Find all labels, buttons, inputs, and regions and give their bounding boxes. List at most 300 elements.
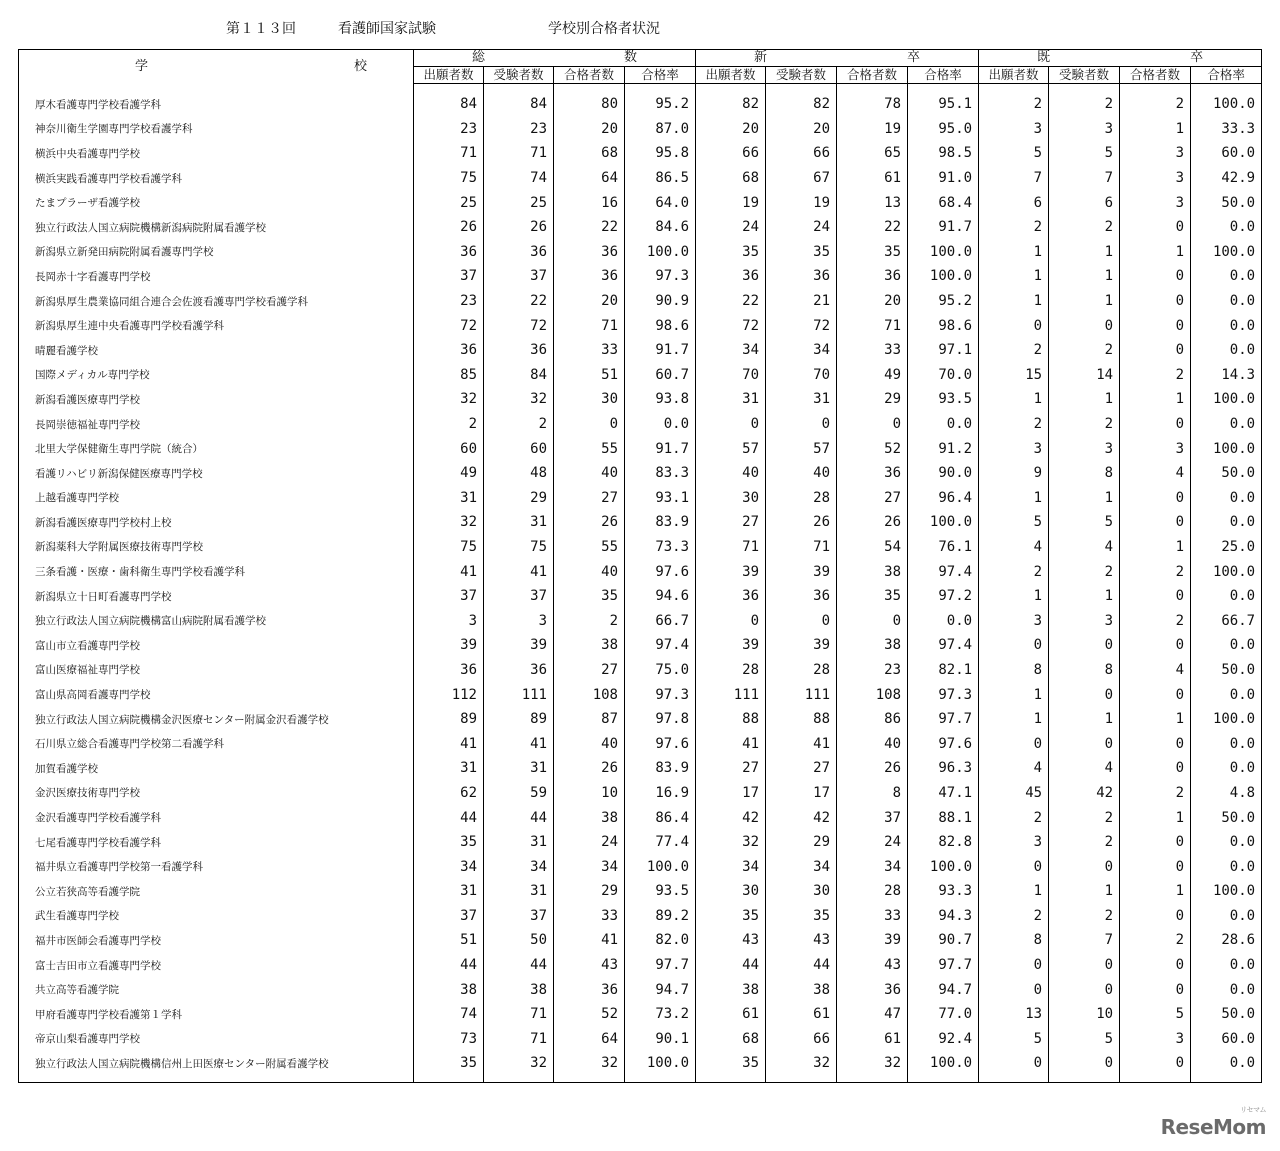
value-cell: 27 (554, 658, 625, 683)
value-cell: 34 (766, 338, 837, 363)
value-cell: 44 (414, 805, 484, 830)
table-row (19, 117, 1262, 142)
value-cell: 0 (1120, 584, 1191, 609)
value-cell: 0 (1120, 510, 1191, 535)
value-cell: 61 (837, 166, 908, 191)
value-cell: 82 (696, 84, 766, 117)
value-cell: 52 (554, 1002, 625, 1027)
value-cell: 0.0 (1191, 510, 1262, 535)
value-cell: 75 (414, 535, 484, 560)
table-row (19, 510, 1262, 535)
value-cell: 36 (837, 977, 908, 1002)
value-cell: 3 (1049, 436, 1120, 461)
value-cell: 8 (979, 928, 1049, 953)
value-cell: 100.0 (908, 854, 979, 879)
value-cell: 4.8 (1191, 781, 1262, 806)
value-cell: 0 (979, 977, 1049, 1002)
value-cell: 111 (766, 682, 837, 707)
value-cell: 44 (414, 953, 484, 978)
value-cell: 28 (837, 879, 908, 904)
value-cell: 26 (414, 215, 484, 240)
school-name-cell: たまプラーザ看護学校 (19, 190, 414, 215)
table-row (19, 141, 1262, 166)
value-cell: 100.0 (908, 510, 979, 535)
value-cell: 2 (1120, 608, 1191, 633)
value-cell: 31 (484, 510, 554, 535)
table-row (19, 1027, 1262, 1052)
value-cell: 27 (696, 510, 766, 535)
value-cell: 77.4 (625, 830, 696, 855)
value-cell: 66.7 (1191, 608, 1262, 633)
value-cell: 20 (837, 289, 908, 314)
value-cell: 97.7 (908, 707, 979, 732)
value-cell: 3 (979, 830, 1049, 855)
value-cell: 62 (414, 781, 484, 806)
value-cell: 32 (414, 387, 484, 412)
value-cell: 33 (554, 338, 625, 363)
value-cell: 97.6 (908, 731, 979, 756)
value-cell: 60 (484, 436, 554, 461)
value-cell: 0 (1049, 977, 1120, 1002)
value-cell: 78 (837, 84, 908, 117)
value-cell: 31 (484, 879, 554, 904)
value-cell: 26 (554, 756, 625, 781)
value-cell: 3 (1120, 166, 1191, 191)
value-cell: 9 (979, 461, 1049, 486)
value-cell: 100.0 (1191, 707, 1262, 732)
value-cell: 97.4 (625, 633, 696, 658)
value-cell: 39 (696, 633, 766, 658)
value-cell: 94.6 (625, 584, 696, 609)
value-cell: 0 (1120, 854, 1191, 879)
value-cell: 20 (766, 117, 837, 142)
value-cell: 70.0 (908, 363, 979, 388)
table-row (19, 781, 1262, 806)
value-cell: 2 (1120, 363, 1191, 388)
value-cell: 73.3 (625, 535, 696, 560)
value-cell: 90.0 (908, 461, 979, 486)
value-cell: 32 (554, 1051, 625, 1082)
value-cell: 35 (766, 904, 837, 929)
value-cell: 3 (1120, 141, 1191, 166)
school-name-cell: 新潟看護医療専門学校 (19, 387, 414, 412)
value-cell: 0 (1120, 338, 1191, 363)
value-cell: 1 (1049, 879, 1120, 904)
resemom-logo: リセマム ReseMom (1160, 1106, 1266, 1139)
value-cell: 35 (696, 904, 766, 929)
value-cell: 98.5 (908, 141, 979, 166)
table-row (19, 731, 1262, 756)
value-cell: 42.9 (1191, 166, 1262, 191)
value-cell: 89 (484, 707, 554, 732)
value-cell: 71 (696, 535, 766, 560)
value-cell: 50.0 (1191, 190, 1262, 215)
value-cell: 3 (1049, 608, 1120, 633)
exam-name: 看護師国家試験 (338, 21, 436, 37)
value-cell: 97.4 (908, 559, 979, 584)
value-cell: 16.9 (625, 781, 696, 806)
value-cell: 31 (484, 756, 554, 781)
value-cell: 87 (554, 707, 625, 732)
value-cell: 1 (1120, 240, 1191, 265)
school-name-cell: 新潟県厚生連中央看護専門学校看護学科 (19, 313, 414, 338)
sub-header: 合格率 (625, 67, 696, 84)
table-row (19, 461, 1262, 486)
value-cell: 94.3 (908, 904, 979, 929)
school-name-cell: 新潟県厚生農業協同組合連合会佐渡看護専門学校看護学科 (19, 289, 414, 314)
table-row (19, 805, 1262, 830)
value-cell: 82.8 (908, 830, 979, 855)
value-cell: 67 (766, 166, 837, 191)
value-cell: 65 (837, 141, 908, 166)
value-cell: 1 (979, 486, 1049, 511)
value-cell: 0 (1120, 756, 1191, 781)
group-header-total: 総 数 (414, 50, 696, 67)
value-cell: 95.2 (908, 289, 979, 314)
value-cell: 100.0 (625, 1051, 696, 1082)
value-cell: 0.0 (1191, 1051, 1262, 1082)
group-header-new-graduates: 新 卒 (696, 50, 979, 67)
value-cell: 0.0 (1191, 953, 1262, 978)
table-row (19, 682, 1262, 707)
value-cell: 43 (554, 953, 625, 978)
value-cell: 40 (554, 731, 625, 756)
sub-header: 出願者数 (696, 67, 766, 84)
value-cell: 32 (696, 830, 766, 855)
school-name-cell: 富士吉田市立看護専門学校 (19, 953, 414, 978)
value-cell: 1 (1120, 387, 1191, 412)
value-cell: 39 (484, 633, 554, 658)
value-cell: 4 (1049, 756, 1120, 781)
value-cell: 89.2 (625, 904, 696, 929)
value-cell: 71 (484, 1002, 554, 1027)
table-row (19, 559, 1262, 584)
value-cell: 5 (1049, 141, 1120, 166)
school-name-cell: 長岡崇徳福祉専門学校 (19, 412, 414, 437)
school-name-cell: 石川県立総合看護専門学校第二看護学科 (19, 731, 414, 756)
school-name-cell: 富山市立看護専門学校 (19, 633, 414, 658)
value-cell: 38 (414, 977, 484, 1002)
value-cell: 19 (766, 190, 837, 215)
school-name-cell: 金沢看護専門学校看護学科 (19, 805, 414, 830)
value-cell: 0.0 (1191, 289, 1262, 314)
value-cell: 35 (414, 830, 484, 855)
value-cell: 93.5 (625, 879, 696, 904)
school-name-cell: 七尾看護専門学校看護学科 (19, 830, 414, 855)
value-cell: 36 (554, 977, 625, 1002)
value-cell: 55 (554, 436, 625, 461)
school-name-cell: 横浜中央看護専門学校 (19, 141, 414, 166)
value-cell: 95.8 (625, 141, 696, 166)
value-cell: 97.3 (908, 682, 979, 707)
value-cell: 83.9 (625, 756, 696, 781)
value-cell: 40 (766, 461, 837, 486)
value-cell: 87.0 (625, 117, 696, 142)
value-cell: 36 (414, 658, 484, 683)
table-row (19, 904, 1262, 929)
value-cell: 0 (696, 608, 766, 633)
value-cell: 39 (766, 559, 837, 584)
value-cell: 41 (484, 731, 554, 756)
value-cell: 5 (979, 141, 1049, 166)
value-cell: 42 (696, 805, 766, 830)
value-cell: 0.0 (1191, 904, 1262, 929)
school-name-cell: 公立若狭高等看護学院 (19, 879, 414, 904)
value-cell: 50.0 (1191, 805, 1262, 830)
value-cell: 19 (837, 117, 908, 142)
value-cell: 38 (554, 805, 625, 830)
value-cell: 27 (696, 756, 766, 781)
value-cell: 91.7 (625, 338, 696, 363)
value-cell: 5 (979, 510, 1049, 535)
value-cell: 0 (766, 412, 837, 437)
table-row (19, 1002, 1262, 1027)
value-cell: 35 (766, 240, 837, 265)
value-cell: 41 (484, 559, 554, 584)
value-cell: 26 (837, 756, 908, 781)
value-cell: 43 (696, 928, 766, 953)
value-cell: 1 (979, 387, 1049, 412)
value-cell: 95.0 (908, 117, 979, 142)
value-cell: 97.1 (908, 338, 979, 363)
sub-header: 受験者数 (766, 67, 837, 84)
value-cell: 10 (1049, 1002, 1120, 1027)
value-cell: 2 (979, 412, 1049, 437)
value-cell: 14 (1049, 363, 1120, 388)
value-cell: 91.7 (625, 436, 696, 461)
value-cell: 68 (696, 1027, 766, 1052)
value-cell: 26 (484, 215, 554, 240)
value-cell: 3 (1120, 1027, 1191, 1052)
value-cell: 2 (979, 904, 1049, 929)
value-cell: 32 (766, 1051, 837, 1082)
value-cell: 42 (1049, 781, 1120, 806)
value-cell: 25 (414, 190, 484, 215)
value-cell: 75 (414, 166, 484, 191)
table-row (19, 633, 1262, 658)
value-cell: 86 (837, 707, 908, 732)
value-cell: 43 (766, 928, 837, 953)
value-cell: 97.8 (625, 707, 696, 732)
value-cell: 84 (484, 363, 554, 388)
value-cell: 6 (979, 190, 1049, 215)
value-cell: 0 (1049, 854, 1120, 879)
results-table (18, 49, 1262, 1083)
value-cell: 1 (1049, 707, 1120, 732)
value-cell: 93.1 (625, 486, 696, 511)
value-cell: 1 (1049, 264, 1120, 289)
value-cell: 72 (696, 313, 766, 338)
value-cell: 1 (979, 264, 1049, 289)
value-cell: 1 (1049, 240, 1120, 265)
value-cell: 71 (484, 141, 554, 166)
value-cell: 68 (554, 141, 625, 166)
value-cell: 30 (696, 486, 766, 511)
exam-session: 第１１３回 (226, 21, 296, 37)
value-cell: 36 (414, 338, 484, 363)
value-cell: 36 (837, 264, 908, 289)
value-cell: 0 (1120, 412, 1191, 437)
school-name-cell: 甲府看護専門学校看護第１学科 (19, 1002, 414, 1027)
table-row (19, 928, 1262, 953)
value-cell: 41 (766, 731, 837, 756)
value-cell: 0 (1049, 1051, 1120, 1082)
value-cell: 84.6 (625, 215, 696, 240)
value-cell: 90.7 (908, 928, 979, 953)
school-name-cell: 加賀看護学校 (19, 756, 414, 781)
value-cell: 71 (554, 313, 625, 338)
value-cell: 66 (696, 141, 766, 166)
value-cell: 1 (979, 879, 1049, 904)
table-row (19, 363, 1262, 388)
value-cell: 1 (1120, 535, 1191, 560)
value-cell: 5 (1049, 510, 1120, 535)
value-cell: 0.0 (1191, 633, 1262, 658)
value-cell: 34 (414, 854, 484, 879)
school-name-cell: 独立行政法人国立病院機構信州上田医療センター附属看護学校 (19, 1051, 414, 1082)
value-cell: 98.6 (908, 313, 979, 338)
value-cell: 94.7 (625, 977, 696, 1002)
value-cell: 89 (414, 707, 484, 732)
value-cell: 75 (484, 535, 554, 560)
value-cell: 111 (484, 682, 554, 707)
value-cell: 51 (414, 928, 484, 953)
school-name-cell: 富山県高岡看護専門学校 (19, 682, 414, 707)
value-cell: 38 (696, 977, 766, 1002)
value-cell: 90.9 (625, 289, 696, 314)
value-cell: 57 (696, 436, 766, 461)
value-cell: 16 (554, 190, 625, 215)
value-cell: 100.0 (908, 264, 979, 289)
sub-header: 合格率 (908, 67, 979, 84)
value-cell: 2 (554, 608, 625, 633)
value-cell: 91.0 (908, 166, 979, 191)
value-cell: 31 (414, 879, 484, 904)
value-cell: 2 (1120, 559, 1191, 584)
school-name-cell: 横浜実践看護専門学校看護学科 (19, 166, 414, 191)
table-row (19, 953, 1262, 978)
value-cell: 5 (1049, 1027, 1120, 1052)
school-name-cell: 新潟薬科大学附属医療技術専門学校 (19, 535, 414, 560)
value-cell: 93.5 (908, 387, 979, 412)
value-cell: 8 (1049, 658, 1120, 683)
value-cell: 60.7 (625, 363, 696, 388)
value-cell: 0 (1120, 904, 1191, 929)
sub-header: 合格者数 (554, 67, 625, 84)
value-cell: 35 (837, 584, 908, 609)
value-cell: 60.0 (1191, 141, 1262, 166)
value-cell: 1 (1049, 289, 1120, 314)
value-cell: 88 (766, 707, 837, 732)
value-cell: 20 (554, 289, 625, 314)
value-cell: 0.0 (908, 412, 979, 437)
value-cell: 96.4 (908, 486, 979, 511)
value-cell: 100.0 (1191, 879, 1262, 904)
value-cell: 36 (696, 584, 766, 609)
value-cell: 50.0 (1191, 1002, 1262, 1027)
value-cell: 31 (484, 830, 554, 855)
sub-header: 受験者数 (484, 67, 554, 84)
value-cell: 74 (414, 1002, 484, 1027)
value-cell: 37 (414, 904, 484, 929)
value-cell: 0 (1049, 682, 1120, 707)
value-cell: 71 (766, 535, 837, 560)
value-cell: 94.7 (908, 977, 979, 1002)
value-cell: 73.2 (625, 1002, 696, 1027)
value-cell: 0 (1120, 1051, 1191, 1082)
value-cell: 44 (696, 953, 766, 978)
value-cell: 1 (1049, 486, 1120, 511)
value-cell: 38 (766, 977, 837, 1002)
value-cell: 50.0 (1191, 658, 1262, 683)
school-name-cell: 共立高等看護学院 (19, 977, 414, 1002)
value-cell: 37 (837, 805, 908, 830)
value-cell: 44 (766, 953, 837, 978)
value-cell: 1 (979, 707, 1049, 732)
value-cell: 64.0 (625, 190, 696, 215)
value-cell: 0 (1120, 977, 1191, 1002)
table-row (19, 338, 1262, 363)
table-row (19, 84, 1262, 117)
value-cell: 34 (484, 854, 554, 879)
school-name-cell: 武生看護専門学校 (19, 904, 414, 929)
value-cell: 80 (554, 84, 625, 117)
value-cell: 30 (766, 879, 837, 904)
sub-header: 出願者数 (979, 67, 1049, 84)
value-cell: 0 (979, 854, 1049, 879)
value-cell: 0 (979, 633, 1049, 658)
value-cell: 2 (414, 412, 484, 437)
value-cell: 100.0 (1191, 84, 1262, 117)
school-name-cell: 晴麗看護学校 (19, 338, 414, 363)
value-cell: 23 (414, 117, 484, 142)
value-cell: 100.0 (625, 854, 696, 879)
value-cell: 0 (1120, 682, 1191, 707)
table-row (19, 977, 1262, 1002)
value-cell: 32 (414, 510, 484, 535)
school-name-cell: 新潟県立新発田病院附属看護専門学校 (19, 240, 414, 265)
value-cell: 32 (484, 387, 554, 412)
value-cell: 7 (1049, 928, 1120, 953)
value-cell: 22 (554, 215, 625, 240)
value-cell: 38 (484, 977, 554, 1002)
value-cell: 54 (837, 535, 908, 560)
value-cell: 98.6 (625, 313, 696, 338)
value-cell: 26 (837, 510, 908, 535)
value-cell: 97.7 (625, 953, 696, 978)
value-cell: 0 (1049, 633, 1120, 658)
school-name-cell: 福井県立看護専門学校第一看護学科 (19, 854, 414, 879)
value-cell: 2 (979, 559, 1049, 584)
value-cell: 33 (554, 904, 625, 929)
value-cell: 3 (979, 117, 1049, 142)
school-name-cell: 国際メディカル専門学校 (19, 363, 414, 388)
school-header: 学 校 (19, 50, 414, 84)
value-cell: 17 (766, 781, 837, 806)
value-cell: 47 (837, 1002, 908, 1027)
table-row (19, 535, 1262, 560)
value-cell: 91.7 (908, 215, 979, 240)
value-cell: 90.1 (625, 1027, 696, 1052)
school-name-cell: 神奈川衛生学園専門学校看護学科 (19, 117, 414, 142)
value-cell: 84 (414, 84, 484, 117)
value-cell: 39 (696, 559, 766, 584)
table-row (19, 486, 1262, 511)
value-cell: 111 (696, 682, 766, 707)
value-cell: 86.4 (625, 805, 696, 830)
value-cell: 97.3 (625, 682, 696, 707)
value-cell: 27 (554, 486, 625, 511)
